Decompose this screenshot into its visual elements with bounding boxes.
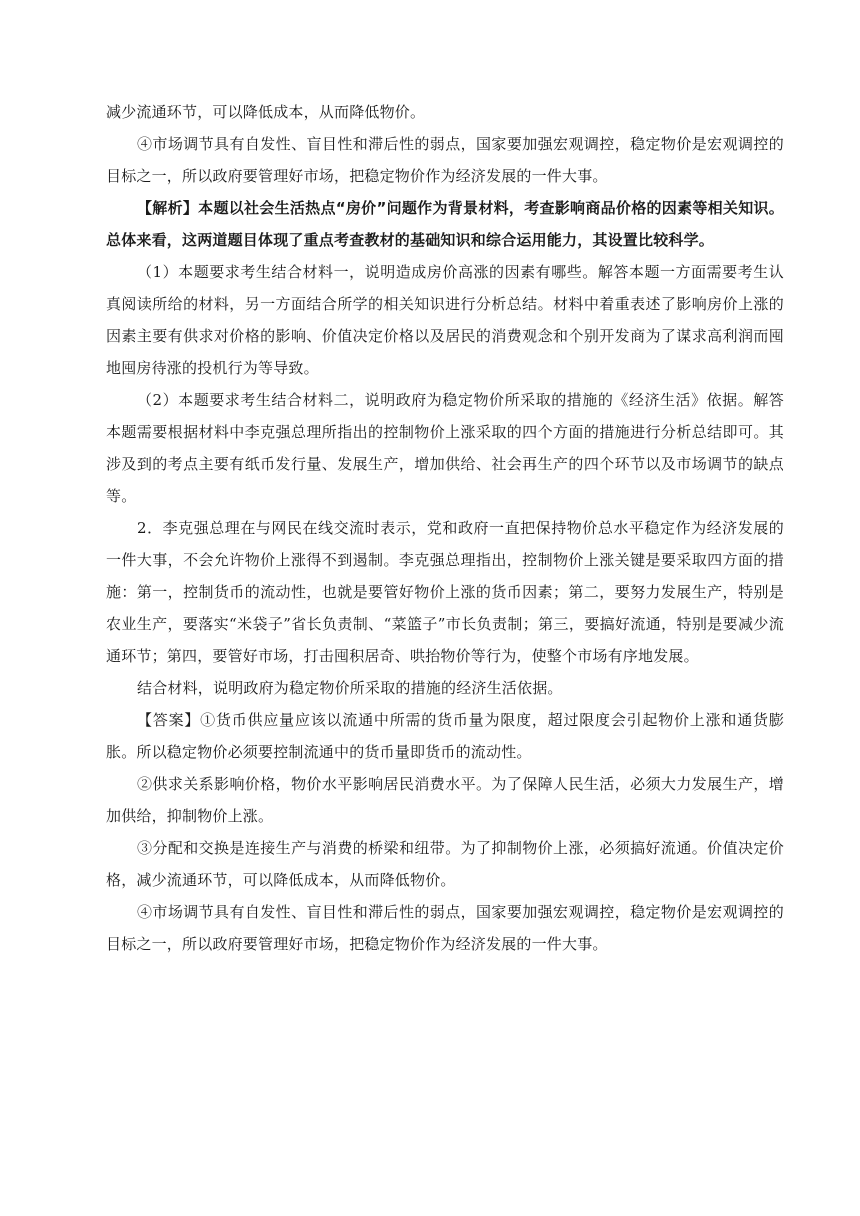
paragraph-analysis-part-1: （1）本题要求考生结合材料一，说明造成房价高涨的因素有哪些。解答本题一方面需要考生认真阅读所给的材料，另一方面结合所学的相关知识进行分析总结。材料中着重表述了影响房价上涨的因素主要有供求对价格的影响、价值决定价格以及居民的消费观念和个别开发商为了谋求高利润而囤地囤房待涨的投机行为等导致。 [106,263,784,377]
paragraph-point-4: ④市场调节具有自发性、盲目性和滞后性的弱点，国家要加强宏观调控，稳定物价是宏观调控的目标之一，所以政府要管理好市场，把稳定物价作为经济发展的一件大事。 [106,135,784,185]
paragraph-question-2: 2．李克强总理在与网民在线交流时表示，党和政府一直把保持物价总水平稳定作为经济发展的一件大事，不会允许物价上涨得不到遏制。李克强总理指出，控制物价上涨关键是要采取四方面的措施：第一，控制货币的流动性，也就是要管好物价上涨的货币因素；第二，要努力发展生产，特别是农业生产，要落实“米袋子”省长负责制、“菜篮子”市长负责制；第三，要搞好流通，特别是要减少流通环节；第四，要管好市场，打击囤积居奇、哄抬物价等行为，使整个市场有序地发展。 [106,519,784,665]
paragraph-answer-1: 【答案】①货币供应量应该以流通中所需的货币量为限度，超过限度会引起物价上涨和通货膨胀。所以稳定物价必须要控制流通中的货币量即货币的流动性。 [106,711,784,761]
paragraph-continuation: 减少流通环节，可以降低成本，从而降低物价。 [106,103,426,121]
paragraph-answer-2: ②供求关系影响价格，物价水平影响居民消费水平。为了保障人民生活，必须大力发展生产，增加供给，抑制物价上涨。 [106,775,784,825]
paragraph-answer-3: ③分配和交换是连接生产与消费的桥梁和纽带。为了抑制物价上涨，必须搞好流通。价值决定价格，减少流通环节，可以降低成本，从而降低物价。 [106,839,784,889]
paragraph-question-prompt: 结合材料，说明政府为稳定物价所采取的措施的经济生活依据。 [137,679,563,697]
paragraph-answer-4: ④市场调节具有自发性、盲目性和滞后性的弱点，国家要加强宏观调控，稳定物价是宏观调控的目标之一，所以政府要管理好市场，把稳定物价作为经济发展的一件大事。 [106,903,784,953]
paragraph-analysis-part-2: （2）本题要求考生结合材料二，说明政府为稳定物价所采取的措施的《经济生活》依据。解答本题需要根据材料中李克强总理所指出的控制物价上涨采取的四个方面的措施进行分析总结即可。其涉及到的考点主要有纸币发行量、发展生产，增加供给、社会再生产的四个环节以及市场调节的缺点等。 [106,391,784,505]
paragraph-analysis: 【解析】本题以社会生活热点“房价”问题作为背景材料，考查影响商品价格的因素等相关知识。总体来看，这两道题目体现了重点考查教材的基础知识和综合运用能力，其设置比较科学。 [106,199,784,249]
